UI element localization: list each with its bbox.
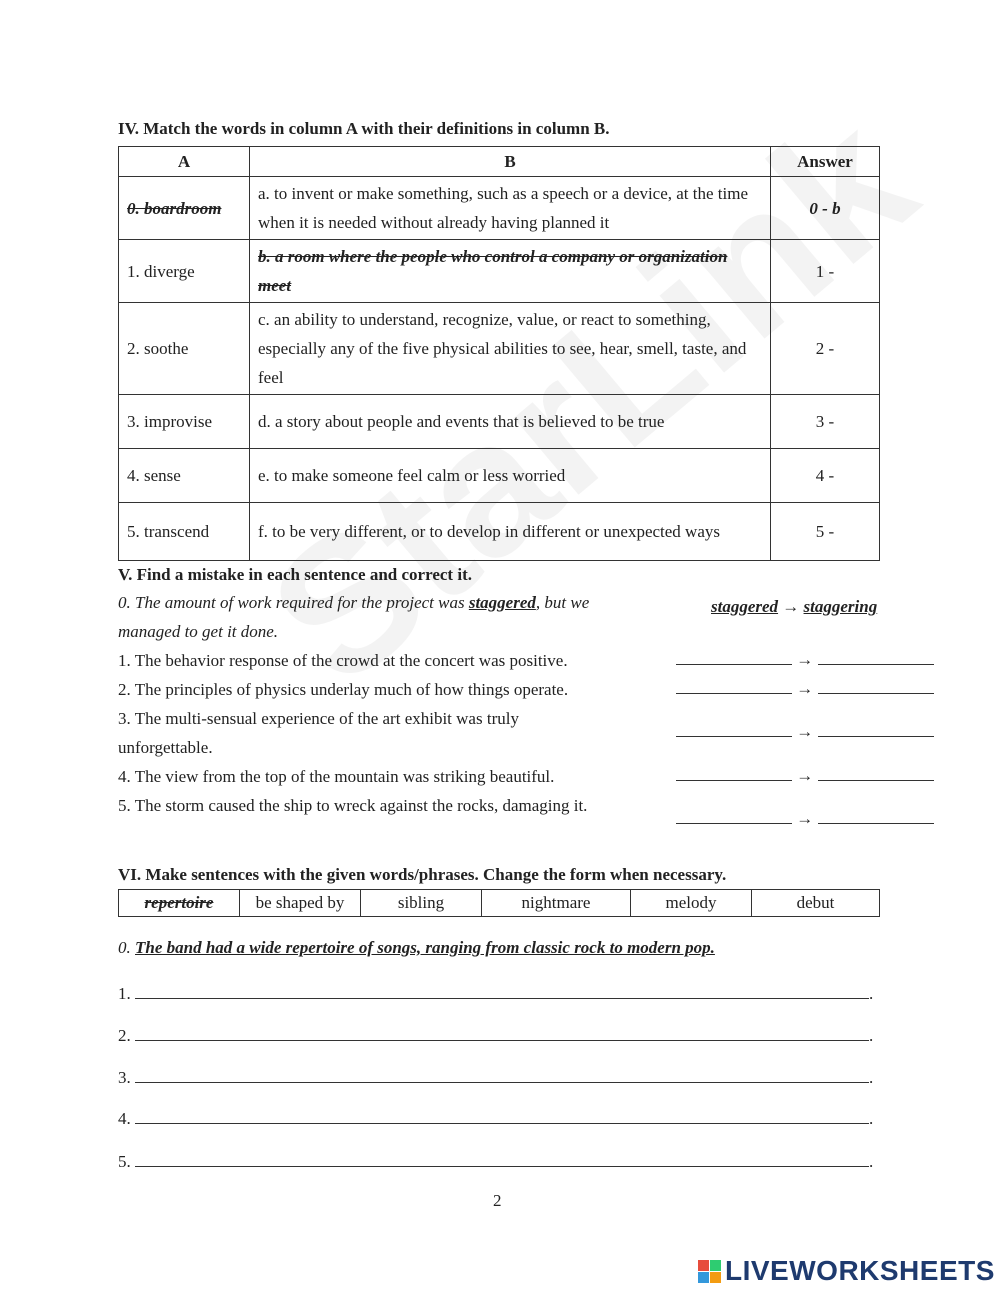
answer-line-2 — [118, 1024, 873, 1046]
answer-input[interactable]: 4 - — [771, 449, 880, 503]
correction-1 — [676, 650, 934, 670]
used-definition: b. a room where the people who control a company or organization meet — [258, 247, 728, 295]
sentence-input[interactable] — [135, 1107, 869, 1124]
matching-table — [118, 146, 880, 561]
definition-cell: f. to be very different, or to develop in different or unexpected ways — [250, 503, 771, 561]
example-mistake: staggered — [468, 593, 536, 612]
sentence-3: 3. The multi-sensual experience of the art exhibit was truly unforgettable. — [118, 709, 519, 757]
line-number: 3. — [118, 1068, 131, 1087]
wrong-word-input[interactable] — [676, 809, 792, 824]
word-bank-item: melody — [631, 890, 752, 917]
sentence-2: 2. The principles of physics underlay much of how things operate. — [118, 680, 569, 699]
word-bank-item: debut — [752, 890, 880, 917]
answer-line-3 — [118, 1066, 873, 1088]
wrong-word-input[interactable] — [676, 722, 792, 737]
wrong-word-input[interactable] — [676, 679, 792, 694]
example-correction — [711, 597, 877, 617]
logo-text: LIVEWORKSHEETS — [725, 1255, 995, 1286]
line-number: 5. — [118, 1152, 131, 1171]
line-end: . — [869, 1109, 874, 1128]
section-5-heading: V. Find a mistake in each sentence and correct it. — [118, 565, 472, 584]
example-sentence-6 — [118, 938, 715, 958]
definition-cell — [250, 240, 771, 303]
table-header-row — [119, 147, 880, 177]
arrow-icon: → — [796, 650, 814, 669]
answer-column-header: Answer — [771, 147, 880, 177]
word-cell: 2. soothe — [119, 303, 250, 395]
section-6-heading: VI. Make sentences with the given words/phrases. Change the form when necessary. — [118, 865, 727, 884]
wrong-word-input[interactable] — [676, 650, 792, 665]
logo-square — [710, 1260, 721, 1271]
correction-5 — [676, 809, 934, 829]
column-a-header: A — [119, 147, 250, 177]
table-row — [119, 503, 880, 561]
word-bank-item: nightmare — [482, 890, 631, 917]
logo-icon — [698, 1260, 721, 1283]
answer-line-4 — [118, 1107, 873, 1129]
correct-word-input[interactable] — [818, 679, 934, 694]
sentence-input[interactable] — [135, 982, 869, 999]
correct-word-input[interactable] — [818, 809, 934, 824]
sentence-input[interactable] — [135, 1066, 869, 1083]
answer-input[interactable]: 3 - — [771, 395, 880, 449]
logo-square — [710, 1272, 721, 1283]
correct-word-input[interactable] — [818, 722, 934, 737]
sentence-1: 1. The behavior response of the crowd at the concert was positive. — [118, 651, 568, 670]
liveworksheets-logo[interactable] — [698, 1255, 995, 1287]
definition-cell: d. a story about people and events that is believed to be true — [250, 395, 771, 449]
word-cell: 3. improvise — [119, 395, 250, 449]
word-cell: 1. diverge — [119, 240, 250, 303]
table-row — [119, 240, 880, 303]
line-end: . — [869, 984, 874, 1003]
definition-cell: e. to make someone feel calm or less worried — [250, 449, 771, 503]
table-row — [119, 177, 880, 240]
page-number: 2 — [493, 1191, 502, 1210]
answer-input[interactable]: 2 - — [771, 303, 880, 395]
sentence-input[interactable] — [135, 1150, 869, 1167]
example-suffix: , but we managed to get it done. — [118, 593, 590, 641]
logo-square — [698, 1260, 709, 1271]
example-word: 0. boardroom — [127, 198, 222, 218]
answer-line-5 — [118, 1150, 873, 1172]
word-bank-item — [119, 890, 240, 917]
example-wrong-word: staggered — [711, 597, 779, 616]
word-cell: 4. sense — [119, 449, 250, 503]
line-end: . — [869, 1152, 874, 1171]
answer-input[interactable]: 1 - — [771, 240, 880, 303]
example-correct-word: staggering — [803, 597, 878, 616]
section-4-heading: IV. Match the words in column A with their definitions in column B. — [118, 119, 610, 138]
line-end: . — [869, 1026, 874, 1045]
table-row — [119, 449, 880, 503]
column-b-header: B — [250, 147, 771, 177]
arrow-icon: → — [796, 809, 814, 828]
word-bank-item: sibling — [361, 890, 482, 917]
line-number: 4. — [118, 1109, 131, 1128]
definition-cell: a. to invent or make something, such as a speech or a device, at the time when it is needed without already having planned it — [250, 177, 771, 240]
example-prefix: 0. The amount of work required for the project was — [118, 593, 469, 612]
example-sentence — [118, 588, 648, 646]
correction-2 — [676, 679, 934, 699]
arrow-icon: → — [796, 722, 814, 741]
definition-cell: c. an ability to understand, recognize, value, or react to something, especially any of the five physical abilities to see, hear, smell, taste, and feel — [250, 303, 771, 395]
correct-word-input[interactable] — [818, 650, 934, 665]
table-row — [119, 395, 880, 449]
arrow-icon: → — [782, 597, 800, 616]
answer-line-1 — [118, 982, 873, 1004]
used-word: repertoire — [144, 893, 214, 912]
word-bank-item: be shaped by — [240, 890, 361, 917]
correct-word-input[interactable] — [818, 766, 934, 781]
example-answer: The band had a wide repertoire of songs, ranging from classic rock to modern pop. — [135, 938, 715, 957]
word-cell — [119, 177, 250, 240]
logo-square — [698, 1272, 709, 1283]
example-number: 0. — [118, 938, 131, 957]
correction-4 — [676, 766, 934, 786]
word-bank — [118, 889, 880, 917]
line-end: . — [869, 1068, 874, 1087]
table-row — [119, 303, 880, 395]
wrong-word-input[interactable] — [676, 766, 792, 781]
arrow-icon: → — [796, 766, 814, 785]
line-number: 2. — [118, 1026, 131, 1045]
sentence-5: 5. The storm caused the ship to wreck against the rocks, damaging it. — [118, 796, 588, 815]
answer-input[interactable]: 5 - — [771, 503, 880, 561]
answer-cell: 0 - b — [771, 177, 880, 240]
correction-3 — [676, 722, 934, 742]
line-number: 1. — [118, 984, 131, 1003]
sentence-input[interactable] — [135, 1024, 869, 1041]
sentence-4: 4. The view from the top of the mountain was striking beautiful. — [118, 767, 555, 786]
word-cell: 5. transcend — [119, 503, 250, 561]
arrow-icon: → — [796, 679, 814, 698]
